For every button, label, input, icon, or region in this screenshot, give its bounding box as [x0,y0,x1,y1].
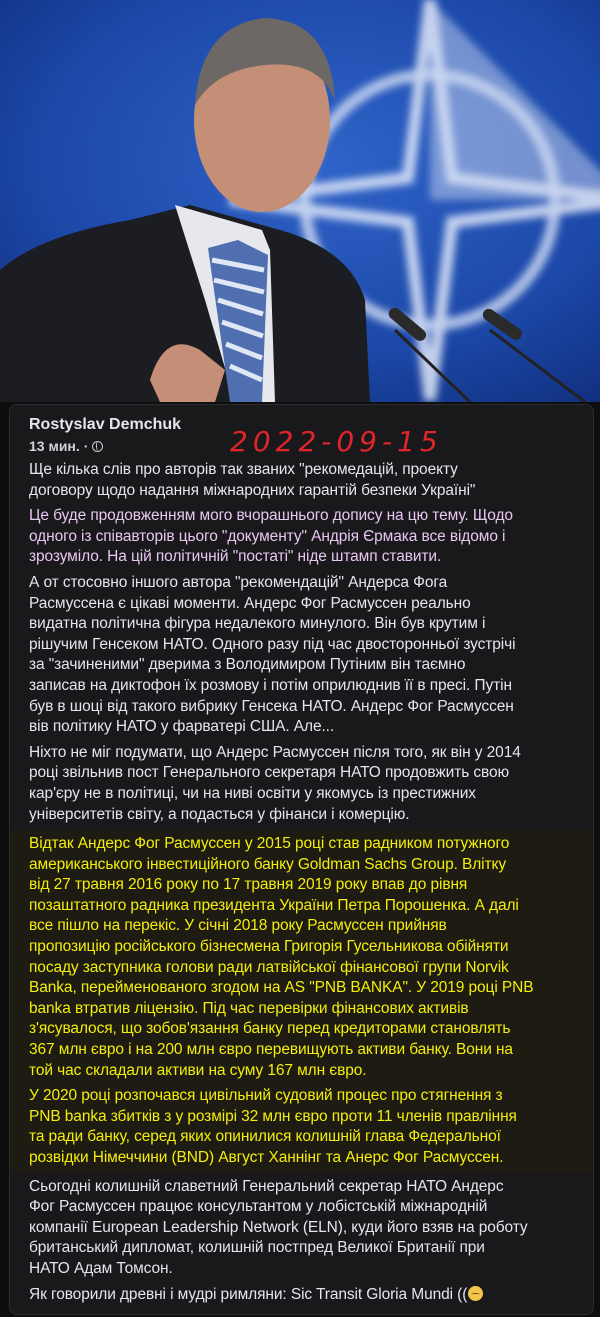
paragraph-line: одного із співавторів цього "документу" Андрія Єрмака все відомо і [29,527,506,545]
paragraph-line: договору щодо надання міжнародних гарантій безпеки Україні" [29,481,476,499]
paragraph-line: розвідки Німеччини (BND) Август Ханнінг та Анерс Фог Расмуссен. [29,1149,504,1166]
post-paragraph [10,743,593,825]
paragraph-line: був в шоці від такого вибрику Генсека НАТО. Андерс Фог Расмуссен [29,697,514,715]
paragraph-line: Расмуссена є цікаві моменти. Андерс Фог Расмуссен реально [29,594,471,612]
paragraph-line: Це буде продовженням мого вчорашнього допису на цю тему. Щодо [29,507,513,525]
post-paragraph [10,1177,593,1280]
paragraph-line: американського інвестиційного банку Goldman Sachs Group. Влітку [29,855,507,873]
post-body [10,460,593,1305]
paragraph-line: Ще кілька слів про авторів так званих "рекомедацій, проекту [29,461,458,478]
paragraph-line: британський дипломат, колишній постпред Великої Британії при [29,1239,485,1257]
post-paragraph [10,506,593,568]
paragraph-line: вів політику НАТО у фарватері США. Але... [29,718,335,736]
highlighted-section [10,830,593,1173]
paragraph-line: посаду заступника голови ради латвійської фінансової групи Norvik [29,958,509,976]
post-timestamp[interactable]: 13 мин. [29,438,80,454]
paragraph-line: пропозицію російського бізнесмена Григорія Гусельникова обійняти [29,938,509,956]
paragraph-line: записав на диктофон їх розмову і потім оприлюднив її в пресі. Путін [29,676,512,694]
post-paragraph [10,460,593,501]
post-paragraph [10,1086,593,1168]
paragraph-line-text: Як говорили древні і мудрі римляни: Sic Transit Gloria Mundi (( [29,1285,468,1303]
paragraph-line: все пішло на перекіс. У січні 2018 року Расмуссен прийняв [29,917,447,935]
paragraph-line: видатна політична фігура недалекого минулого. Він був крутим і [29,615,486,633]
handwritten-date-annotation [225,419,470,459]
paragraph-line: той час складали активи на суму 167 млн євро. [29,1061,367,1079]
paragraph-line: Відтак Андерс Фог Расмуссен у 2015 році став радником потужного [29,835,510,853]
paragraph-line: університетів світу, а подасться у фінанси і комерцію. [29,805,410,823]
paragraph-line: та ради банку, серед яких опинилися колишній глава Федеральної [29,1128,501,1146]
paragraph-line: 367 млн євро і на 200 млн євро перевищують активи банку. Вони на [29,1041,513,1059]
paragraph-line: Ніхто не міг подумати, що Андерс Расмуссен після того, як він у 2014 [29,743,521,761]
paragraph-line: Сьогодні колишній славетний Генеральний секретар НАТО Андерс [29,1177,504,1195]
paragraph-line: banka втратив ліцензію. Під час перевірки фінансових активів [29,999,469,1017]
paragraph-line: PNB banka збитків з у розмірі 32 млн євро проти 11 членів правління [29,1107,517,1125]
paragraph-line: позаштатного радника президента України Петра Порошенка. А далі [29,896,519,914]
paragraph-line [29,1285,574,1306]
paragraph-line: з'ясувалося, що зобов'язання банку перед кредиторами становлять [29,1020,511,1038]
paragraph-line: компанії European Leadership Network (ELN), куди його взяв на роботу [29,1218,528,1236]
paragraph-line: році звільнив пост Генерального секретаря НАТО продовжить свою [29,764,510,782]
paragraph-line: рішучим Генсеком НАТО. Одного разу під час двосторонньої зустрічі [29,635,516,653]
globe-icon[interactable] [92,441,103,452]
paragraph-line: Banka, перейменованого згодом на AS "PNB BANKA". У 2019 році PNB [29,979,534,997]
paragraph-line: кар'єру не в політиці, чи на ниві освіти у якомусь із престижних [29,784,476,802]
paragraph-line: А от стосовно іншого автора "рекомендацій" Андерса Фога [29,573,448,591]
paragraph-line: У 2020 році розпочався цивільний судовий процес про стягнення з [29,1087,503,1105]
post-photo [0,0,600,402]
post-paragraph [10,834,593,1081]
paragraph-line: НАТО Адам Томсон. [29,1259,173,1277]
paragraph-line: зрозуміло. На цій політичній "постаті" ніде штамп ставити. [29,548,442,566]
post-card [9,404,594,1315]
svg-text:2022-09-15: 2022-09-15 [230,425,443,458]
meta-separator: · [83,438,89,454]
disappointed-face-emoji-icon [468,1286,483,1301]
paragraph-line: від 27 травня 2016 року по 17 травня 2019 року впав до рівня [29,876,468,894]
post-meta [29,438,103,454]
paragraph-line: за "зачиненими" дверима з Володимиром Путіним він таємно [29,656,466,674]
post-author-name[interactable]: Rostyslav Demchuk [29,416,182,433]
post-paragraph [10,573,593,738]
paragraph-line: Фог Расмуссен працює консультантом у лобістській міжнародній [29,1198,488,1216]
post-paragraph [10,1285,593,1306]
